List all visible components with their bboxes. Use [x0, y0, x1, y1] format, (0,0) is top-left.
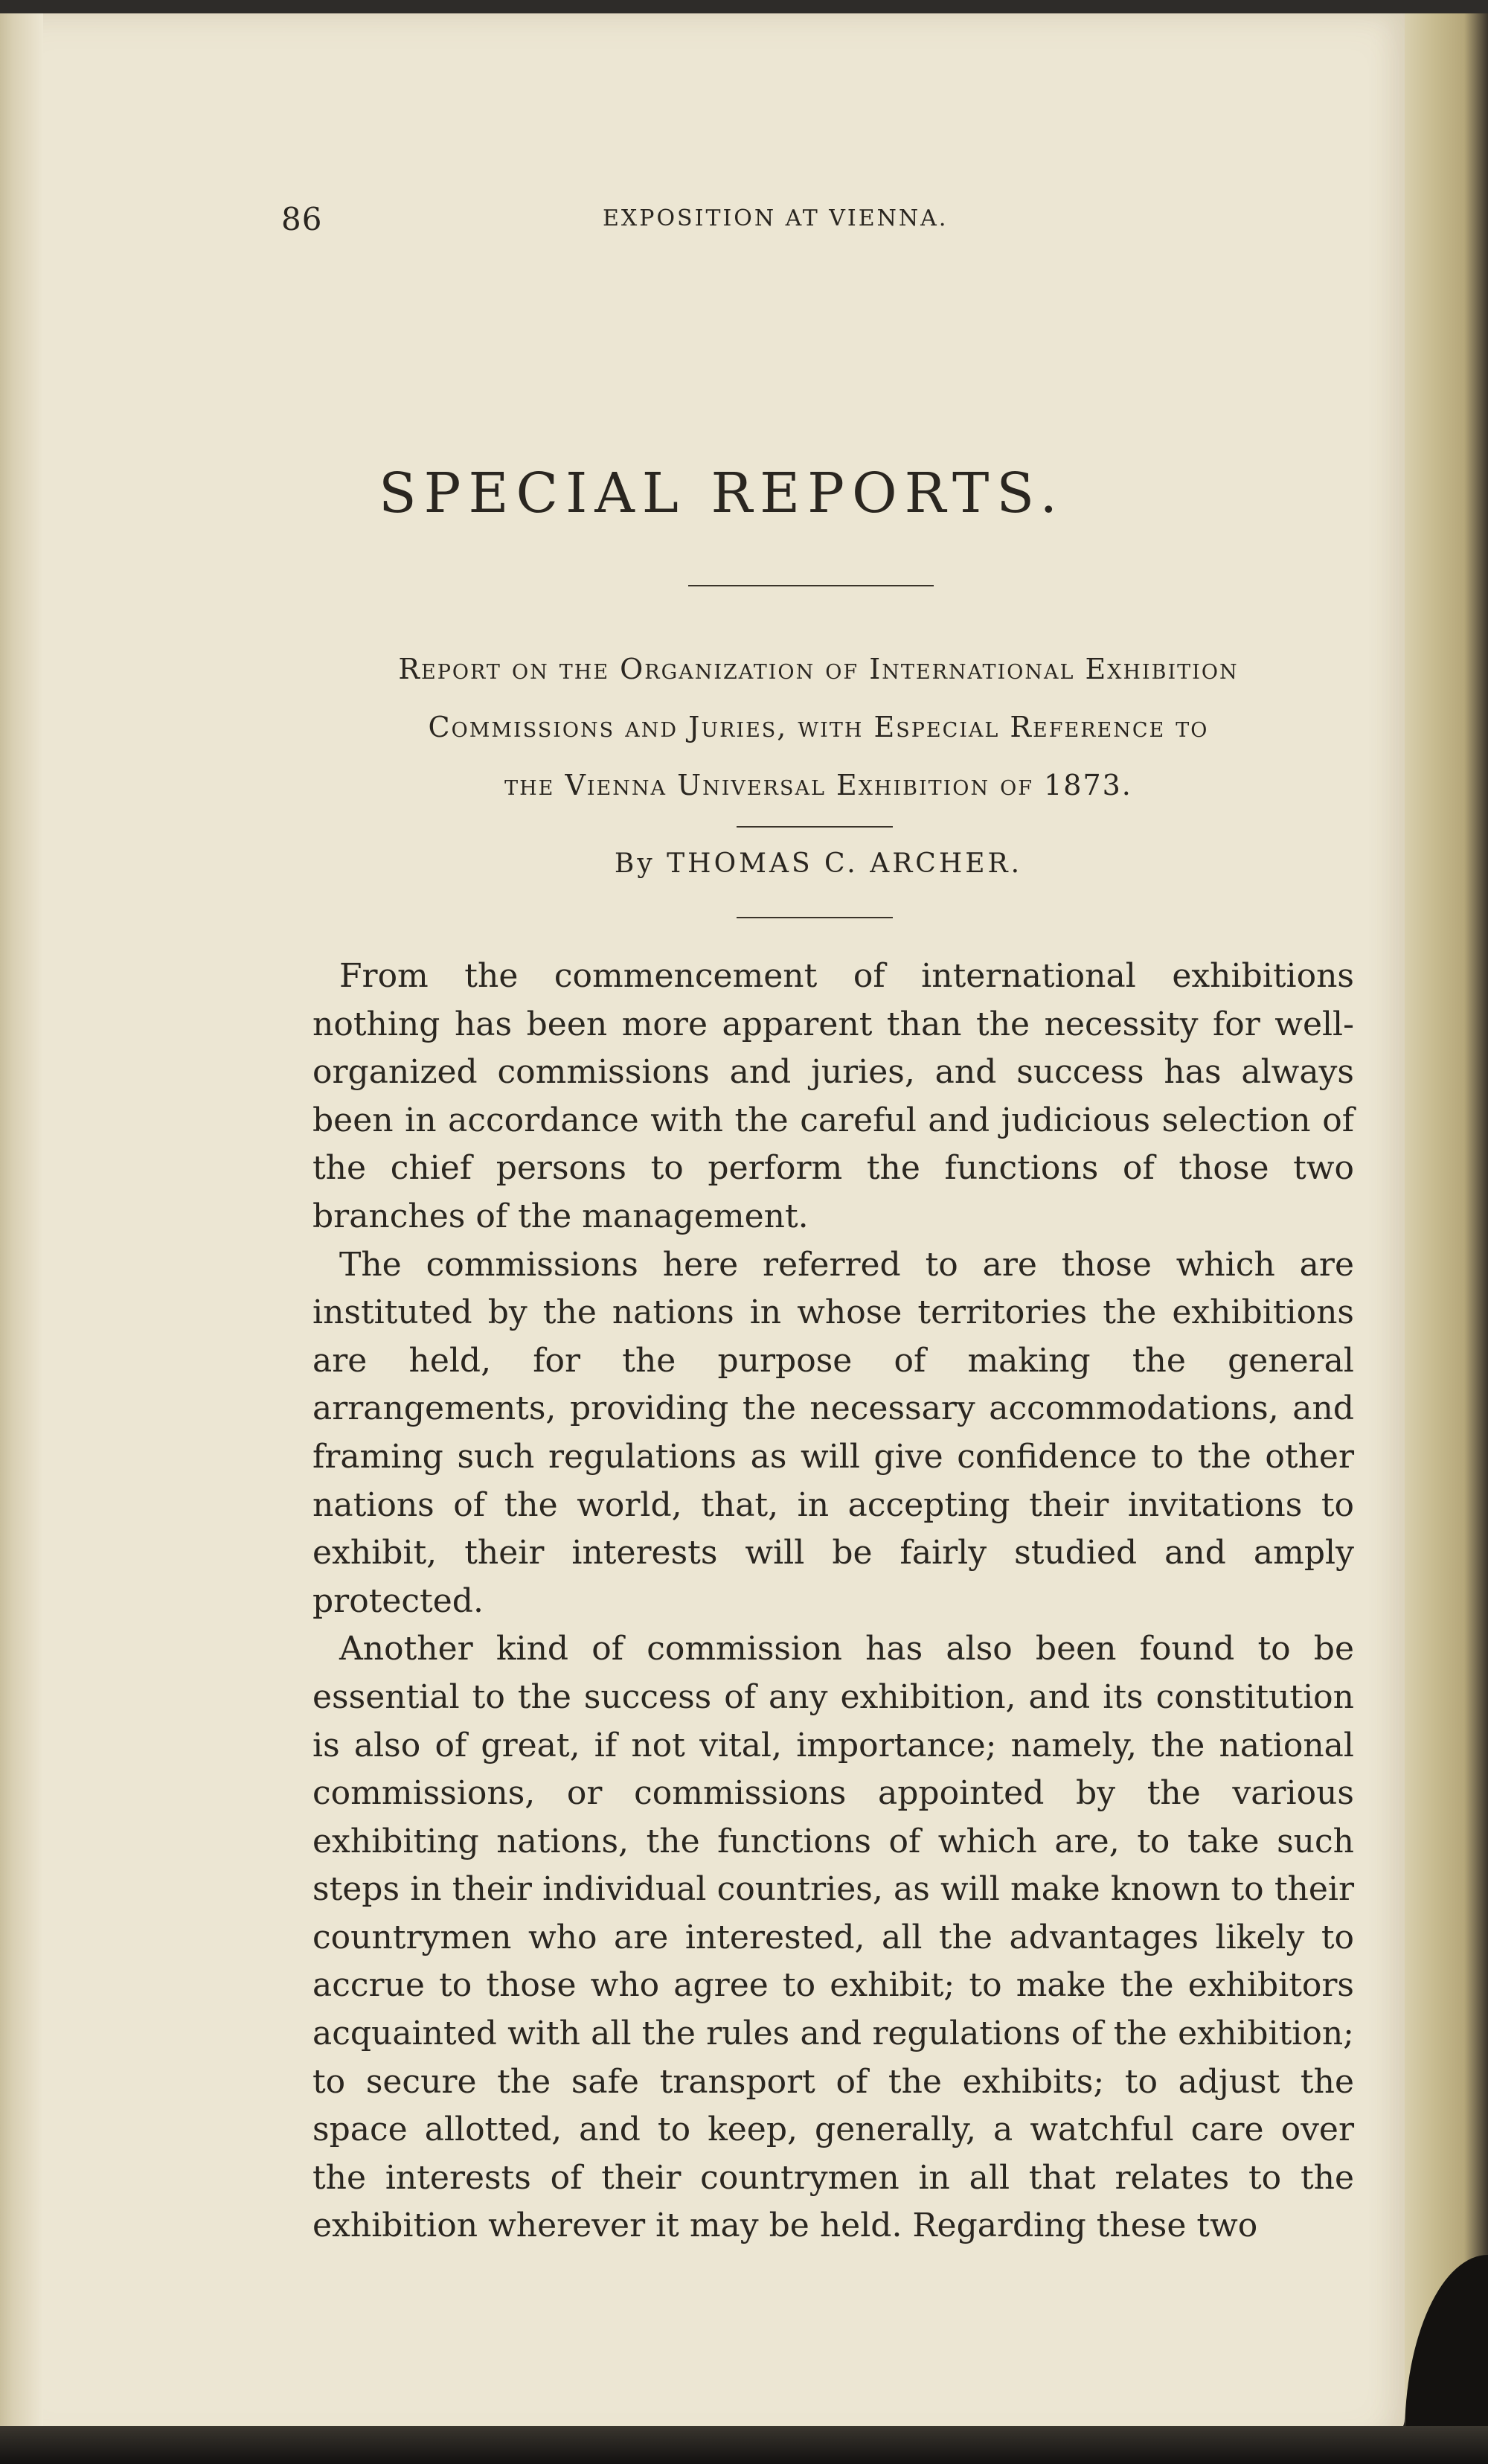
paragraph: The commissions here referred to are those which are instituted by the nations in whose territories the exhibitions are held, for the purpose of making the general arrangements, providing the necessary accommodations, and framing such regulations as will give confidence to the other nations of the world, that, in accepting their invitations to exhibit, their interests will be fairly studied and amply protected. — [312, 1245, 1354, 1620]
bottom-shadow — [0, 2426, 1488, 2464]
running-title: EXPOSITION AT VIENNA. — [603, 205, 949, 231]
report-heading-line: Report on the Organization of International Exhibition — [398, 653, 1239, 685]
page-number: 86 — [281, 201, 323, 237]
page-edge-right — [1405, 13, 1488, 2448]
page-curl-shadow — [1405, 2255, 1488, 2448]
report-heading-line: the Vienna Universal Exhibition of 1873. — [504, 769, 1132, 801]
body-text — [312, 953, 1354, 2250]
report-heading-line: Commissions and Juries, with Especial Reference to — [428, 711, 1209, 743]
divider-rule — [737, 917, 893, 918]
paragraph: Another kind of commission has also been found to be essential to the success of any exhibition, and its constitution is also of great, if not vital, importance; namely, the national commissions, or commissions appointed by the various exhibiting nations, the functions of which are, to take such steps in their individual countries, as will make known to their countrymen who are interested, all the advantages likely to accrue to those who agree to exhibit; to make the exhibitors acquainted with all the rules and regulations of the exhibition; to secure the safe transport of the exhibits; to adjust the space allotted, and to keep, generally, a watchful care over the interests of their countrymen in all that relates to the exhibition wherever it may be held. Regarding these two — [312, 1630, 1354, 2245]
paragraph: From the commencement of international exhibitions nothing has been more apparent than the necessity for well-organized commissions and juries, and success has always been in accordance with the careful and judicious selection of the chief persons to perform the functions of those two branches of the management. — [312, 957, 1354, 1235]
byline: By THOMAS C. ARCHER. — [614, 848, 1023, 879]
divider-rule — [688, 585, 934, 586]
section-title: SPECIAL REPORTS. — [378, 461, 1065, 525]
divider-rule — [737, 826, 893, 828]
report-heading — [283, 640, 1354, 814]
page-gutter — [0, 13, 43, 2448]
running-head — [281, 201, 1353, 246]
